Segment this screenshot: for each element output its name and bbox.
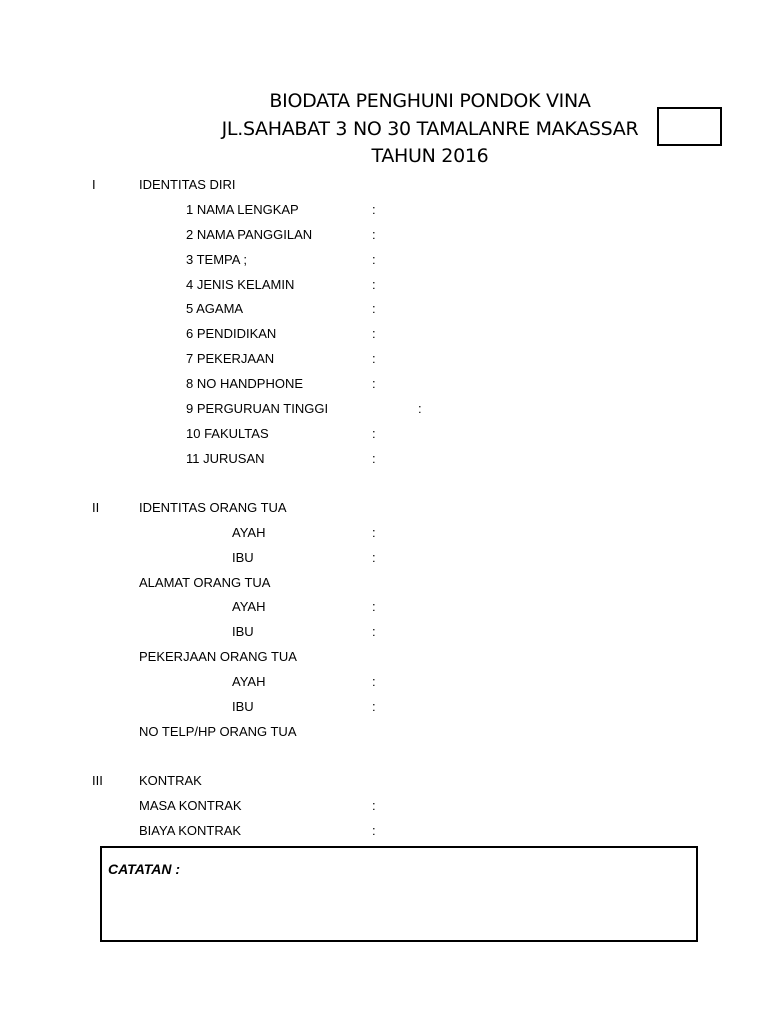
field-jenis-kelamin-colon: : xyxy=(372,277,376,292)
field-no-handphone-label: 8 NO HANDPHONE xyxy=(186,376,304,391)
contract-cost-label: BIAYA KONTRAK xyxy=(139,823,242,838)
parent-address-father-colon: : xyxy=(372,599,376,614)
parent-job-father-colon: : xyxy=(372,674,376,689)
notes-box xyxy=(100,846,698,942)
section-2-number: II xyxy=(92,500,100,515)
field-no-handphone-colon: : xyxy=(372,376,376,391)
field-nama-lengkap-colon: : xyxy=(372,202,376,217)
parent-job-mother-colon: : xyxy=(372,699,376,714)
photo-box xyxy=(657,107,722,146)
field-tempat-label: 3 TEMPA ; xyxy=(186,252,247,267)
field-pekerjaan-label: 7 PEKERJAAN xyxy=(186,351,275,366)
section-3-title: KONTRAK xyxy=(139,773,202,788)
field-pendidikan-colon: : xyxy=(372,326,376,341)
notes-label: CATATAN : xyxy=(108,861,181,877)
document-address: JL.SAHABAT 3 NO 30 TAMALANRE MAKASSAR xyxy=(221,118,639,140)
contract-period-colon: : xyxy=(372,798,376,813)
parent-address-father-label: AYAH xyxy=(232,599,266,614)
field-jenis-kelamin-label: 4 JENIS KELAMIN xyxy=(186,277,295,292)
parent-identity-mother-colon: : xyxy=(372,550,376,565)
field-nama-panggilan-label: 2 NAMA PANGGILAN xyxy=(186,227,313,242)
parent-identity-father-label: AYAH xyxy=(232,525,266,540)
field-pekerjaan-colon: : xyxy=(372,351,376,366)
parent-job-title: PEKERJAAN ORANG TUA xyxy=(139,649,297,664)
parent-job-mother-label: IBU xyxy=(232,699,254,714)
field-perguruan-tinggi-colon: : xyxy=(418,401,422,416)
parent-address-title: ALAMAT ORANG TUA xyxy=(139,575,271,590)
field-agama-label: 5 AGAMA xyxy=(186,301,244,316)
parent-job-father-label: AYAH xyxy=(232,674,266,689)
contract-period-label: MASA KONTRAK xyxy=(139,798,242,813)
field-fakultas-colon: : xyxy=(372,426,376,441)
document-title: BIODATA PENGHUNI PONDOK VINA xyxy=(269,90,591,112)
section-3-number: III xyxy=(92,773,103,788)
field-agama-colon: : xyxy=(372,301,376,316)
field-perguruan-tinggi-label: 9 PERGURUAN TINGGI xyxy=(186,401,329,416)
field-tempat-colon: : xyxy=(372,252,376,267)
section-1-title: IDENTITAS DIRI xyxy=(139,177,236,192)
field-jurusan-label: 11 JURUSAN xyxy=(186,451,265,466)
parent-phone-title: NO TELP/HP ORANG TUA xyxy=(139,724,297,739)
contract-cost-colon: : xyxy=(372,823,376,838)
field-pendidikan-label: 6 PENDIDIKAN xyxy=(186,326,277,341)
parent-address-mother-colon: : xyxy=(372,624,376,639)
parent-identity-mother-label: IBU xyxy=(232,550,254,565)
parent-address-mother-label: IBU xyxy=(232,624,254,639)
field-fakultas-label: 10 FAKULTAS xyxy=(186,426,269,441)
section-2-title: IDENTITAS ORANG TUA xyxy=(139,500,287,515)
document-year: TAHUN 2016 xyxy=(371,145,489,167)
parent-identity-father-colon: : xyxy=(372,525,376,540)
field-jurusan-colon: : xyxy=(372,451,376,466)
section-1-number: I xyxy=(92,177,96,192)
field-nama-lengkap-label: 1 NAMA LENGKAP xyxy=(186,202,299,217)
field-nama-panggilan-colon: : xyxy=(372,227,376,242)
